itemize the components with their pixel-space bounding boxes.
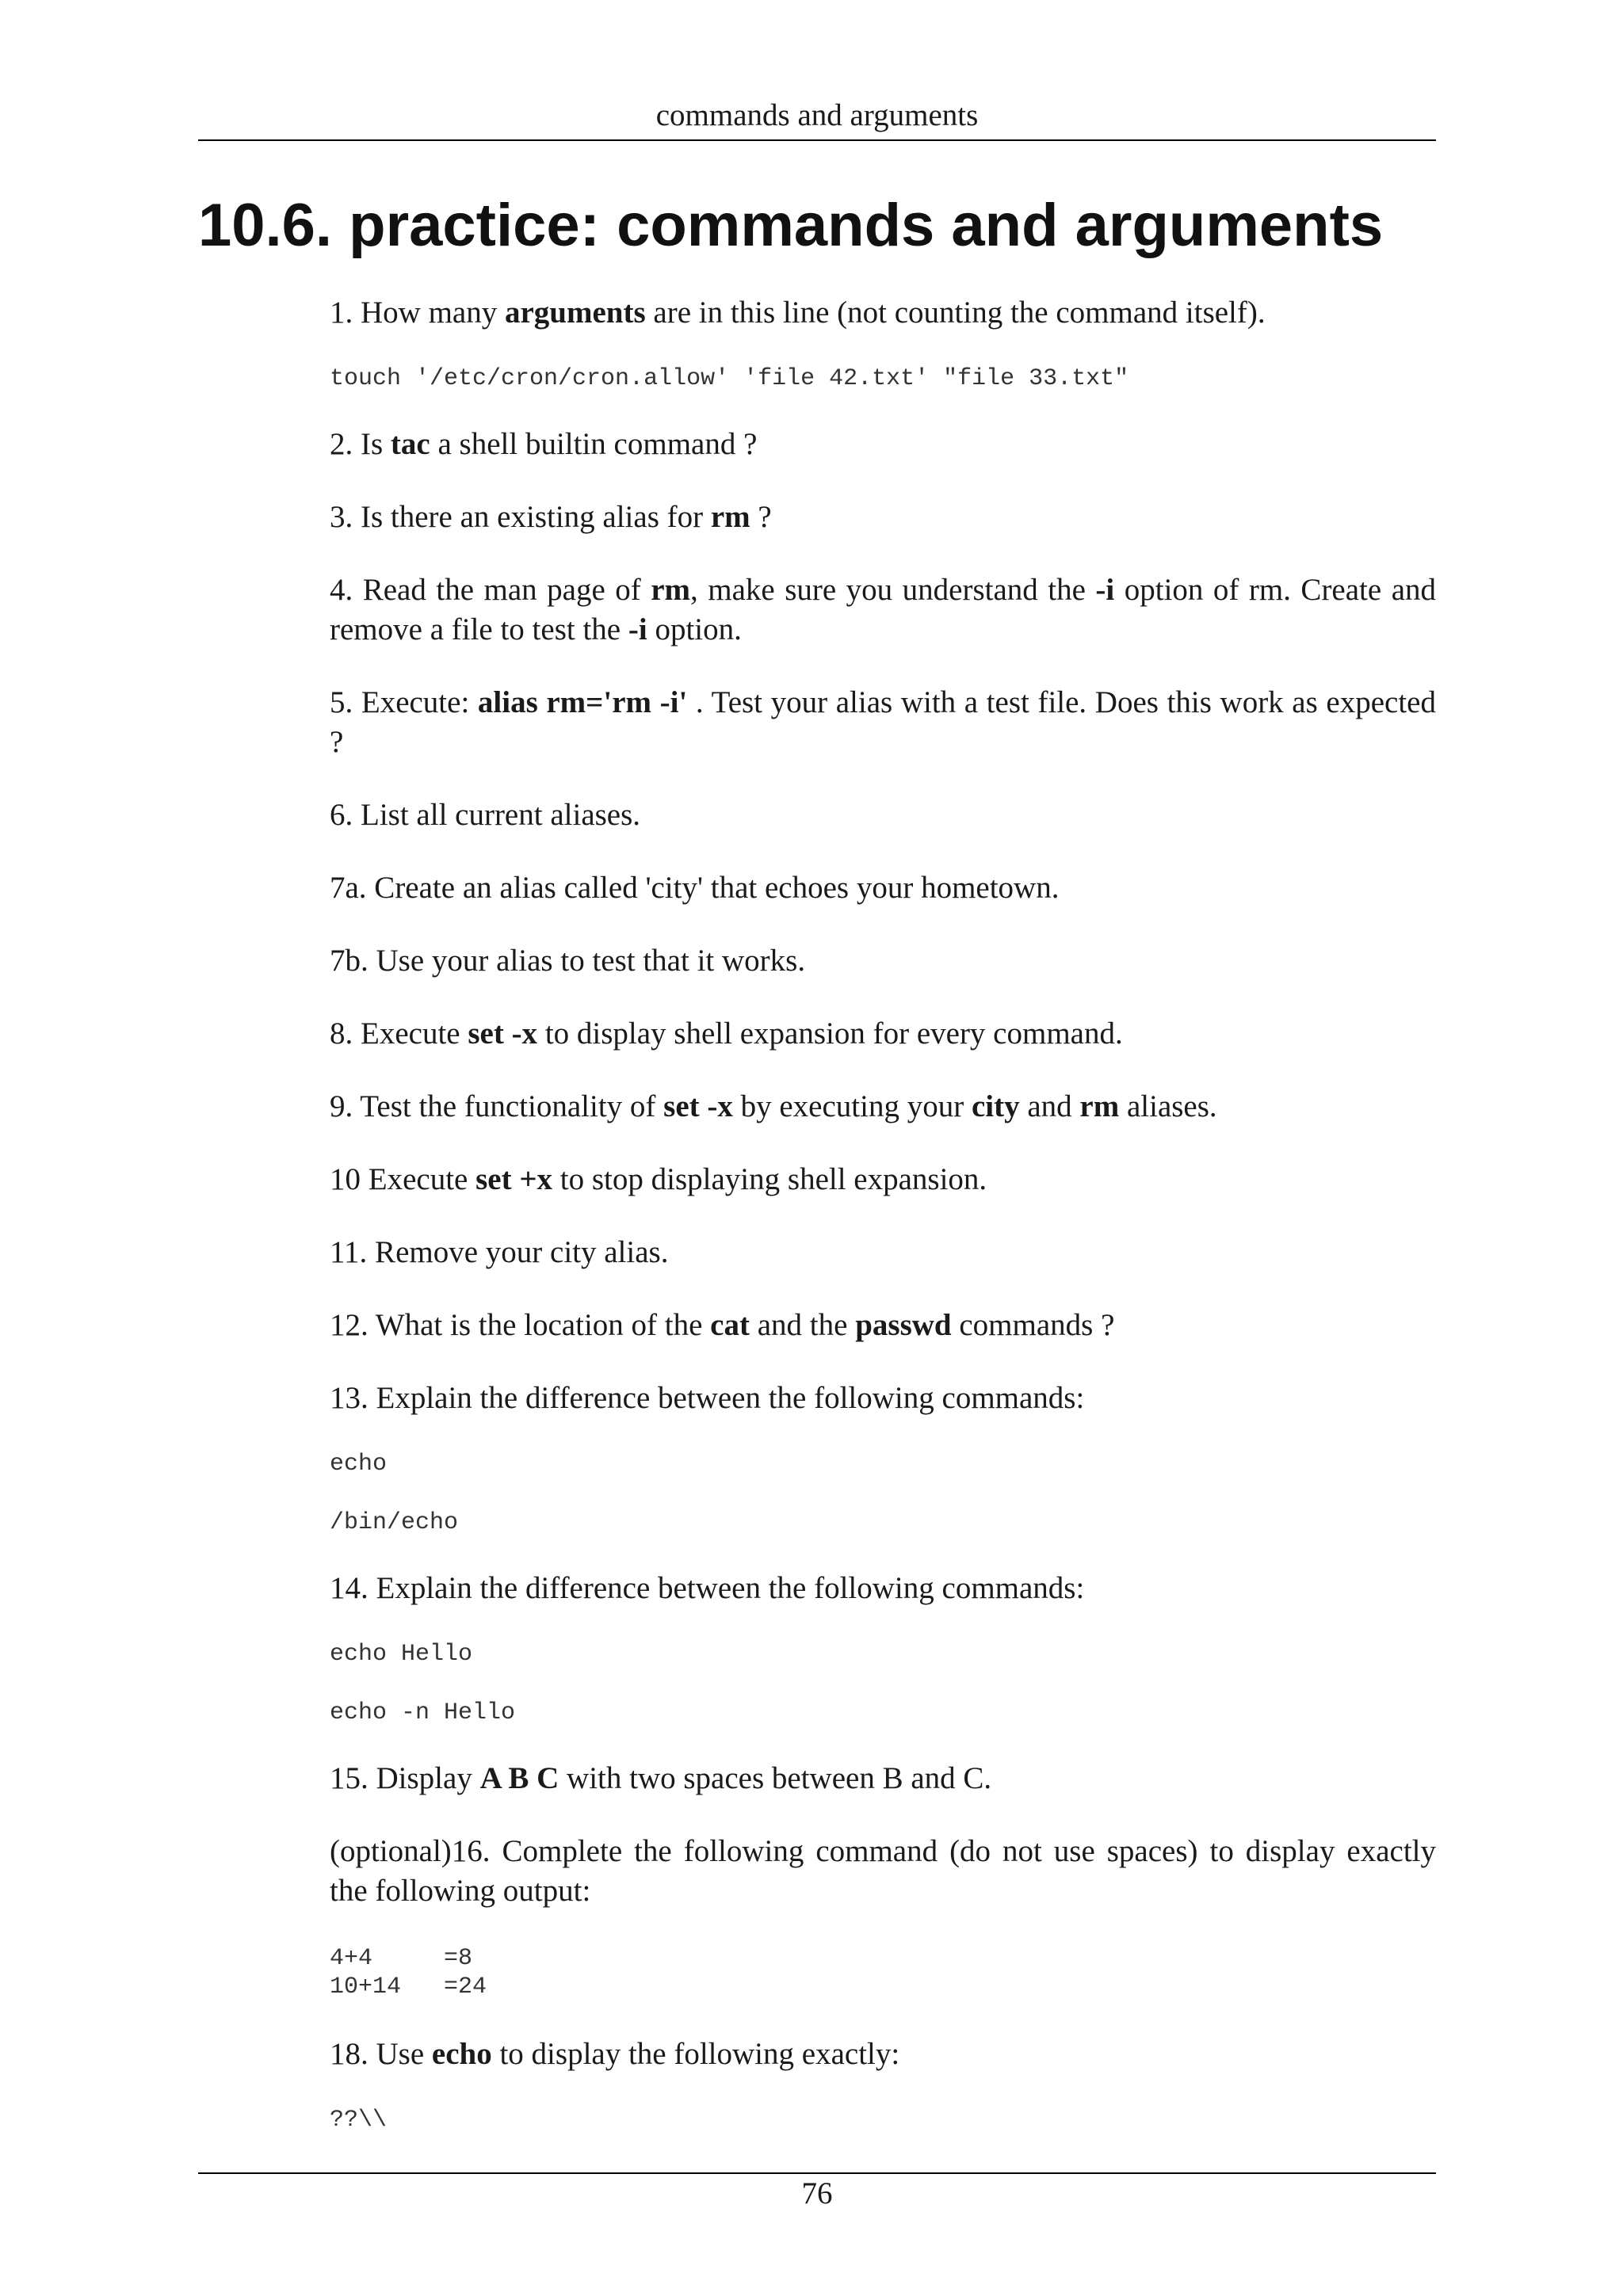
- question-text: 7b. Use your alias to test that it works.: [330, 944, 806, 978]
- question-text: 14. Explain the difference between the following commands:: [330, 1571, 1085, 1605]
- question-text: 9. Test the functionality of: [330, 1089, 664, 1123]
- question-text: to stop displaying shell expansion.: [552, 1162, 987, 1196]
- emphasized-term: rm: [710, 500, 750, 534]
- question-text: are in this line (not counting the command itself).: [645, 296, 1266, 330]
- header-rule: [198, 139, 1436, 141]
- code-line: /bin/echo: [330, 1509, 459, 1536]
- emphasized-term: tac: [390, 427, 430, 461]
- emphasized-term: set -x: [663, 1089, 733, 1123]
- emphasized-term: cat: [710, 1308, 750, 1342]
- exercise-question: [330, 570, 1436, 650]
- exercise-question: [330, 1569, 1436, 1608]
- question-text: (optional)16. Complete the following command (do not use spaces) to display exactly the following output:: [330, 1834, 1436, 1908]
- code-line: ??\\: [330, 2107, 388, 2134]
- exercise-question: [330, 425, 1436, 464]
- question-text: and the: [749, 1308, 856, 1342]
- exercise-question: [330, 1233, 1436, 1272]
- exercise-question: [330, 1014, 1436, 1054]
- code-line: touch '/etc/cron/cron.allow' 'file 42.txt' "file 33.txt": [330, 365, 1129, 392]
- question-text: 1. How many: [330, 296, 505, 330]
- question-text: 2. Is: [330, 427, 391, 461]
- emphasized-term: alias rm='rm -i': [477, 685, 688, 719]
- question-text: ?: [750, 500, 772, 534]
- exercise-list: [330, 293, 1436, 2166]
- code-line: echo Hello: [330, 1641, 473, 1668]
- exercise-question: [330, 293, 1436, 333]
- code-line: echo -n Hello: [330, 1699, 516, 1726]
- emphasized-term: -i: [1095, 573, 1115, 607]
- question-text: 3. Is there an existing alias for: [330, 500, 711, 534]
- question-text: option of rm. Create and remove a file to test the: [330, 573, 1437, 646]
- exercise-question: [330, 1379, 1436, 1418]
- question-text: 7a. Create an alias called 'city' that echoes your hometown.: [330, 871, 1060, 905]
- emphasized-term: rm: [651, 573, 691, 607]
- question-text: 18. Use: [330, 2037, 432, 2071]
- emphasized-term: passwd: [855, 1308, 952, 1342]
- code-line: echo: [330, 1451, 388, 1478]
- question-text: 15. Display: [330, 1761, 480, 1795]
- question-text: to display shell expansion for every command.: [537, 1016, 1123, 1051]
- question-text: and: [1019, 1089, 1080, 1123]
- question-text: commands ?: [951, 1308, 1115, 1342]
- emphasized-term: echo: [431, 2037, 492, 2071]
- exercise-question: [330, 941, 1436, 981]
- question-text: 6. List all current aliases.: [330, 798, 641, 832]
- section-title: 10.6. practice: commands and arguments: [198, 192, 1384, 259]
- exercise-question: [330, 1306, 1436, 1345]
- running-header: commands and arguments: [655, 98, 979, 132]
- question-text: to display the following exactly:: [491, 2037, 900, 2071]
- question-text: aliases.: [1119, 1089, 1217, 1123]
- question-text: 4. Read the man page of: [330, 573, 651, 607]
- question-text: 5. Execute:: [330, 685, 478, 719]
- emphasized-term: set -x: [468, 1016, 538, 1051]
- question-text: option.: [647, 612, 742, 646]
- emphasized-term: set +x: [475, 1162, 553, 1196]
- emphasized-term: -i: [628, 612, 647, 646]
- emphasized-term: rm: [1079, 1089, 1120, 1123]
- question-text: 13. Explain the difference between the following commands:: [330, 1381, 1085, 1415]
- exercise-question: [330, 498, 1436, 537]
- question-text: 11. Remove your city alias.: [330, 1235, 669, 1269]
- emphasized-term: city: [971, 1089, 1020, 1123]
- exercise-question: [330, 1160, 1436, 1199]
- question-text: 12. What is the location of the: [330, 1308, 711, 1342]
- exercise-question: [330, 1832, 1436, 1911]
- question-text: . Test your alias with a test file. Does this work as expected ?: [330, 685, 1436, 759]
- question-text: by executing your: [732, 1089, 972, 1123]
- exercise-question: [330, 795, 1436, 835]
- exercise-question: [330, 868, 1436, 908]
- exercise-question: [330, 1759, 1436, 1798]
- emphasized-term: A B C: [479, 1761, 559, 1795]
- question-text: with two spaces between B and C.: [559, 1761, 992, 1795]
- exercise-question: [330, 1087, 1436, 1127]
- emphasized-term: arguments: [504, 296, 646, 330]
- page-number: 76: [801, 2176, 833, 2210]
- question-text: 10 Execute: [330, 1162, 476, 1196]
- question-text: 8. Execute: [330, 1016, 468, 1051]
- code-block: 4+4 =8 10+14 =24: [330, 1945, 487, 2000]
- question-text: a shell builtin command ?: [430, 427, 758, 461]
- question-text: , make sure you understand the: [690, 573, 1096, 607]
- exercise-question: [330, 2035, 1436, 2074]
- exercise-question: [330, 683, 1436, 762]
